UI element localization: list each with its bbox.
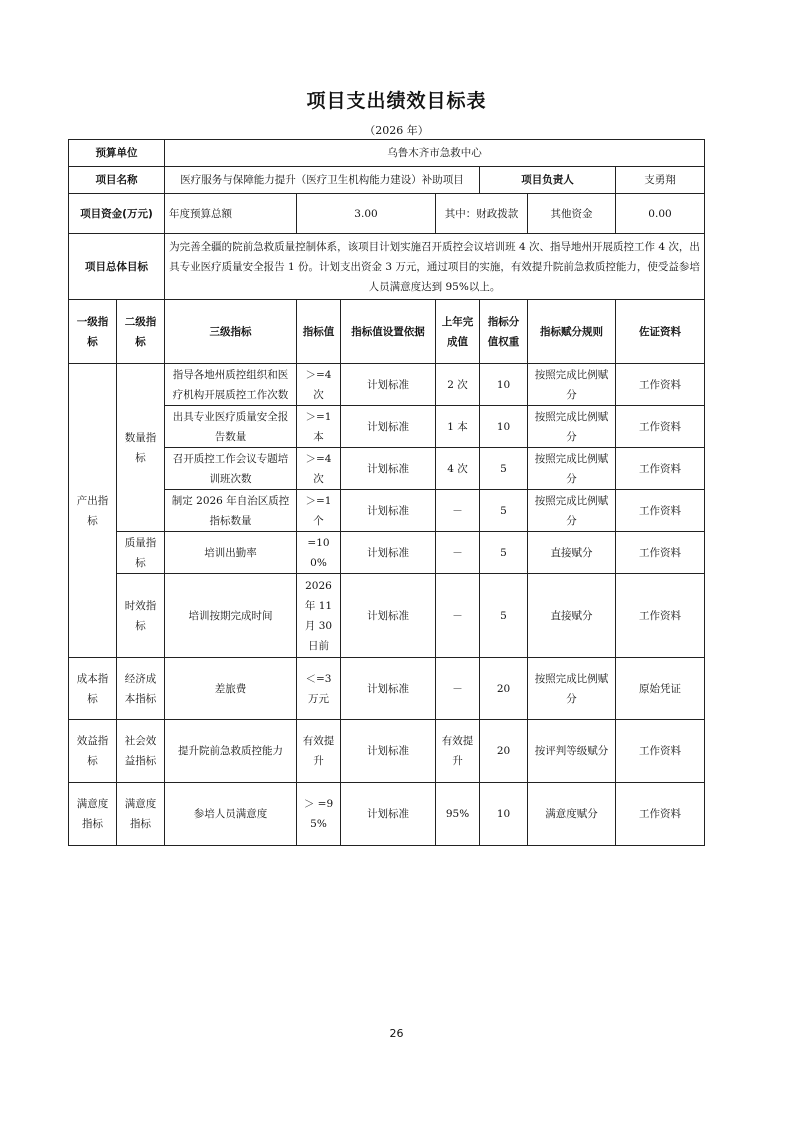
goal-row — [69, 234, 705, 300]
funds-row — [69, 194, 705, 234]
row-value: =100% — [297, 532, 341, 574]
row-basis: 计划标准 — [341, 574, 436, 658]
group-output: 产出指标 — [69, 364, 117, 658]
row-value: 2026 年 11 月 30 日前 — [297, 574, 341, 658]
other-funds-label: 其他资金 — [528, 194, 616, 234]
group-cost-sub: 经济成本指标 — [117, 658, 165, 720]
table-row — [69, 490, 705, 532]
row-weight: 10 — [480, 783, 528, 846]
row-weight: 5 — [480, 448, 528, 490]
other-funds-value: 0.00 — [616, 194, 705, 234]
row-last-year: 有效提升 — [436, 720, 480, 783]
table-row — [69, 364, 705, 406]
row-basis: 计划标准 — [341, 490, 436, 532]
row-basis: 计划标准 — [341, 532, 436, 574]
row-weight: 20 — [480, 720, 528, 783]
row-rule: 按评判等级赋分 — [528, 720, 616, 783]
row-basis: 计划标准 — [341, 406, 436, 448]
group-satisfaction: 满意度指标 — [69, 783, 117, 846]
table-row — [69, 658, 705, 720]
row-rule: 按照完成比例赋分 — [528, 406, 616, 448]
row-basis: 计划标准 — [341, 448, 436, 490]
row-evidence: 原始凭证 — [616, 658, 705, 720]
row-evidence: 工作资料 — [616, 532, 705, 574]
header-last-year: 上年完成值 — [436, 300, 480, 364]
project-leader-value: 支勇翔 — [616, 167, 705, 194]
row-rule: 满意度赋分 — [528, 783, 616, 846]
row-weight: 5 — [480, 532, 528, 574]
group-cost: 成本指标 — [69, 658, 117, 720]
row-weight: 10 — [480, 364, 528, 406]
row-evidence: 工作资料 — [616, 490, 705, 532]
header-rule: 指标赋分规则 — [528, 300, 616, 364]
row-last-year: － — [436, 532, 480, 574]
annual-budget-label: 年度预算总额 — [165, 194, 297, 234]
row-evidence: 工作资料 — [616, 574, 705, 658]
project-name-label: 项目名称 — [69, 167, 165, 194]
group-benefit-sub: 社会效益指标 — [117, 720, 165, 783]
row-value: ＞ =95% — [297, 783, 341, 846]
row-rule: 直接赋分 — [528, 574, 616, 658]
row-weight: 20 — [480, 658, 528, 720]
project-leader-label: 项目负责人 — [480, 167, 616, 194]
row-weight: 5 — [480, 574, 528, 658]
row-value: ＞=1 本 — [297, 406, 341, 448]
row-basis: 计划标准 — [341, 720, 436, 783]
row-rule: 按照完成比例赋分 — [528, 364, 616, 406]
row-weight: 10 — [480, 406, 528, 448]
table-row — [69, 448, 705, 490]
page-number: 26 — [389, 1027, 404, 1040]
annual-budget-value: 3.00 — [297, 194, 436, 234]
header-level1: 一级指标 — [69, 300, 117, 364]
page-title: 项目支出绩效目标表 — [306, 90, 487, 112]
header-level2: 二级指标 — [117, 300, 165, 364]
header-weight: 指标分值权重 — [480, 300, 528, 364]
row-rule: 按照完成比例赋分 — [528, 658, 616, 720]
header-value: 指标值 — [297, 300, 341, 364]
project-name-value: 医疗服务与保障能力提升（医疗卫生机构能力建设）补助项目 — [165, 167, 480, 194]
group-timeliness: 时效指标 — [117, 574, 165, 658]
year-label: （2026 年） — [364, 124, 429, 137]
row-basis: 计划标准 — [341, 658, 436, 720]
group-quality: 质量指标 — [117, 532, 165, 574]
row-value: ＞=4 次 — [297, 448, 341, 490]
row-rule: 按照完成比例赋分 — [528, 490, 616, 532]
header-level3: 三级指标 — [165, 300, 297, 364]
funds-label: 项目资金(万元) — [69, 194, 165, 234]
row-last-year: － — [436, 490, 480, 532]
row-rule: 直接赋分 — [528, 532, 616, 574]
header-basis: 指标值设置依据 — [341, 300, 436, 364]
row-indicator: 召开质控工作会议专题培训班次数 — [165, 448, 297, 490]
row-last-year: 2 次 — [436, 364, 480, 406]
row-evidence: 工作资料 — [616, 448, 705, 490]
row-indicator: 差旅费 — [165, 658, 297, 720]
row-last-year: 95% — [436, 783, 480, 846]
header-row — [69, 300, 705, 364]
performance-table — [68, 139, 705, 846]
budget-unit-row — [69, 140, 705, 167]
row-indicator: 出具专业医疗质量安全报告数量 — [165, 406, 297, 448]
table-row — [69, 574, 705, 658]
row-evidence: 工作资料 — [616, 406, 705, 448]
group-quantity: 数量指标 — [117, 364, 165, 532]
table-row — [69, 406, 705, 448]
row-last-year: 4 次 — [436, 448, 480, 490]
row-indicator: 指导各地州质控组织和医疗机构开展质控工作次数 — [165, 364, 297, 406]
row-evidence: 工作资料 — [616, 364, 705, 406]
row-basis: 计划标准 — [341, 783, 436, 846]
group-benefit: 效益指标 — [69, 720, 117, 783]
row-value: 有效提升 — [297, 720, 341, 783]
row-evidence: 工作资料 — [616, 783, 705, 846]
goal-text: 为完善全疆的院前急救质量控制体系，该项目计划实施召开质控会议培训班 4 次、指导地州开展质控工作 4 次，出具专业医疗质量安全报告 1 份。计划支出资金 3 万元，通过项目的实施，有效提升院前急救质控能力，使受益参培人员满意度达到 95%以上。 — [165, 234, 705, 300]
row-last-year: － — [436, 658, 480, 720]
row-indicator: 培训出勤率 — [165, 532, 297, 574]
table-row — [69, 720, 705, 783]
budget-unit-label: 预算单位 — [69, 140, 165, 167]
row-indicator: 培训按期完成时间 — [165, 574, 297, 658]
row-indicator: 制定 2026 年自治区质控指标数量 — [165, 490, 297, 532]
row-evidence: 工作资料 — [616, 720, 705, 783]
row-indicator: 参培人员满意度 — [165, 783, 297, 846]
project-name-row — [69, 167, 705, 194]
row-value: ＞=1 个 — [297, 490, 341, 532]
goal-label: 项目总体目标 — [69, 234, 165, 300]
row-last-year: 1 本 — [436, 406, 480, 448]
row-weight: 5 — [480, 490, 528, 532]
budget-unit-value: 乌鲁木齐市急救中心 — [165, 140, 705, 167]
table-row — [69, 783, 705, 846]
row-last-year: － — [436, 574, 480, 658]
table-row — [69, 532, 705, 574]
fiscal-label: 其中：财政拨款 — [436, 194, 528, 234]
header-evidence: 佐证资料 — [616, 300, 705, 364]
group-satisfaction-sub: 满意度指标 — [117, 783, 165, 846]
row-value: ＞=4 次 — [297, 364, 341, 406]
row-indicator: 提升院前急救质控能力 — [165, 720, 297, 783]
row-value: ＜=3 万元 — [297, 658, 341, 720]
row-basis: 计划标准 — [341, 364, 436, 406]
row-rule: 按照完成比例赋分 — [528, 448, 616, 490]
